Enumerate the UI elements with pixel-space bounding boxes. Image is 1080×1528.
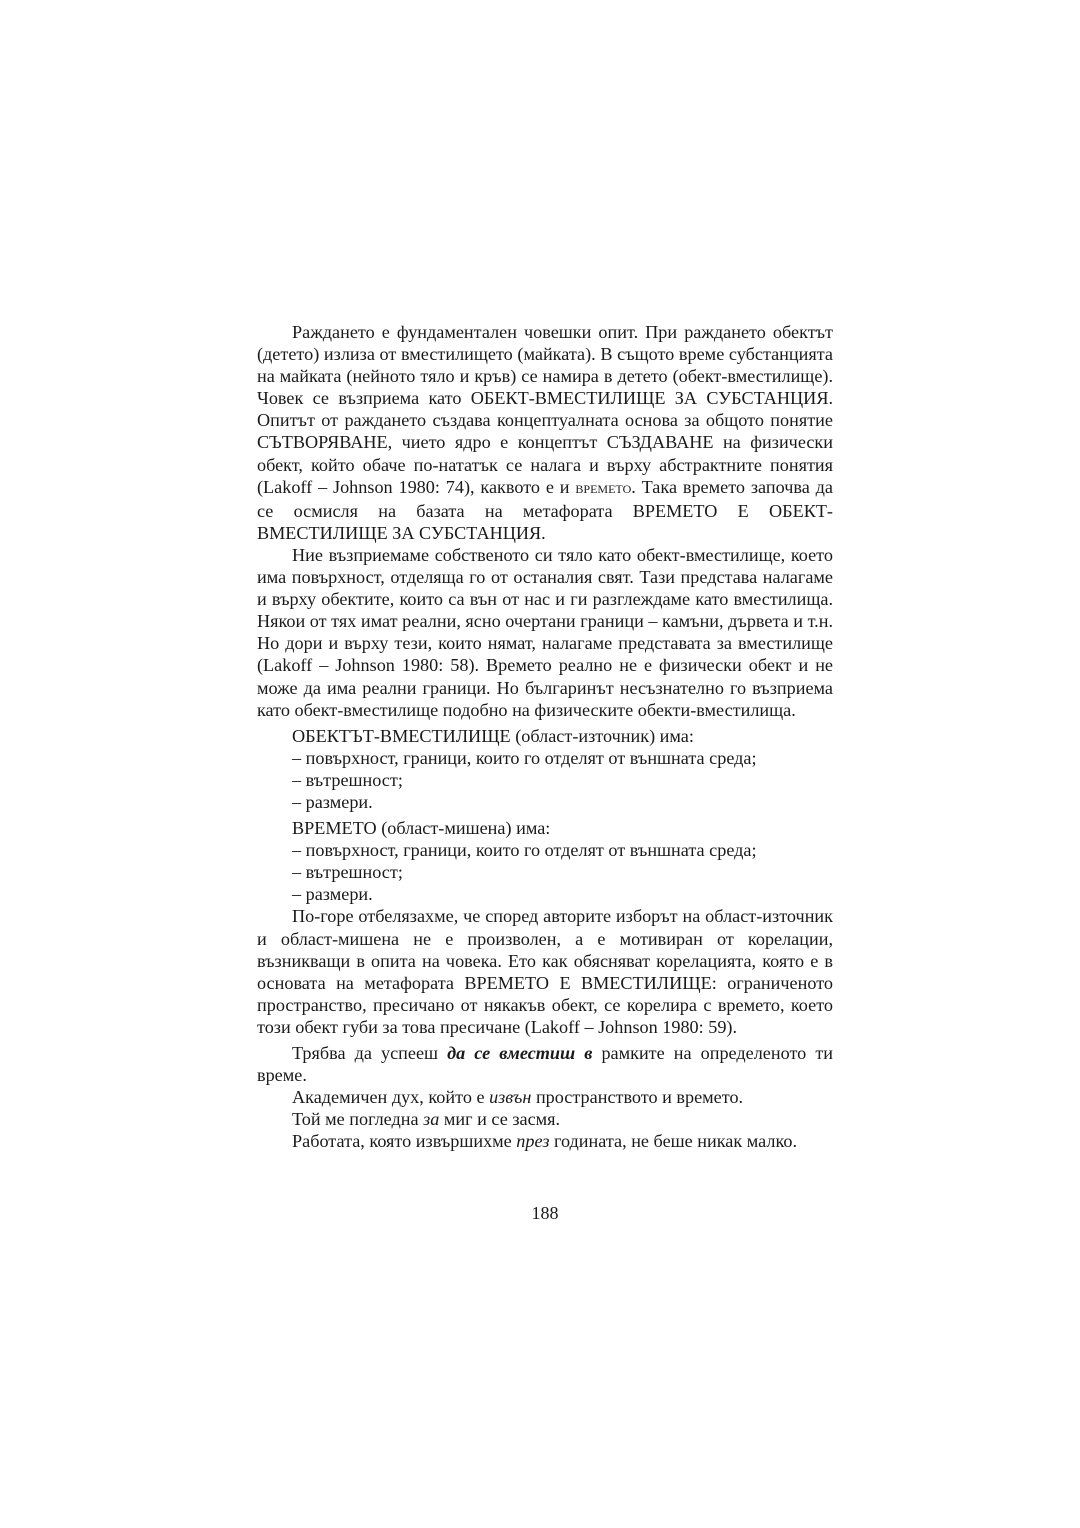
list-item: – размери.: [292, 791, 833, 813]
example-text: Академичен дух, който е: [292, 1087, 490, 1108]
paragraph-correlation: По-горе отбелязахме, че според авторите изборът на област-източник и област-мишена не е произволен, а е мотивиран от корелации, възникващи в опита на човека. Ето как обясняват корелацията, която е в основата на метафората ВРЕМЕТО Е ВМЕСТИЛИЩЕ: ограниченото пространство, пресичано от някакъв обект, се корелира с времето, което този обект губи за това пресичане (Lakoff – Johnson 1980: 59).: [257, 906, 833, 1037]
example-text: Той ме погледна: [292, 1109, 424, 1130]
paragraph-birth-experience: [257, 321, 833, 544]
example-text: миг и се засмя.: [439, 1109, 561, 1130]
example-emphasis: да се вместиш в: [447, 1043, 593, 1063]
target-domain-heading: ВРЕМЕТО (област-мишена) има:: [292, 818, 551, 839]
example-sentence: [257, 1086, 833, 1108]
example-text: пространството и времето.: [531, 1087, 744, 1108]
page-number: 188: [531, 1203, 559, 1223]
list-item: – вътрешност;: [292, 861, 833, 883]
example-sentence: [257, 1108, 833, 1130]
list-item: – вътрешност;: [292, 769, 833, 791]
target-domain-list: [257, 839, 833, 905]
example-sentence: [257, 1130, 833, 1152]
paragraph-text: . Така времето започва да се осмисля на базата на метафората ВРЕМЕТО Е ОБЕКТ-ВМЕСТИЛИЩЕ ЗА СУБСТАНЦИЯ.: [257, 476, 833, 543]
paragraph-text: Раждането е фундаментален човешки опит. При раждането обектът (детето) излиза от вместилището (майката). В същото време субстанцията на майката (нейното тяло и кръв) се намира в детето (обект-вместилище). Човек се възприема като ОБЕКТ-ВМЕСТИЛИЩЕ ЗА СУБСТАНЦИЯ. Опитът от раждането създава концептуалната основа за общото понятие СЪТВОРЯВАНЕ, чието ядро е концептът СЪЗДАВАНЕ на физически обект, който обаче по-нататък се налага и върху абстрактните понятия (Lakoff – Johnson 1980: 74), каквото е и: [257, 322, 833, 497]
example-text: Трябва да успееш: [292, 1043, 448, 1063]
source-domain-list: [257, 747, 833, 813]
source-domain-heading: ОБЕКТЪТ-ВМЕСТИЛИЩЕ (област-източник) има:: [292, 725, 694, 746]
example-text: Работата, която извършихме: [292, 1131, 517, 1152]
list-item: – повърхност, граници, които го отделят от външната среда;: [292, 839, 833, 861]
paragraph-body-container: Ние възприемаме собственото си тяло като обект-вместилище, което има повърхност, отделяща го от останалия свят. Тази представа налагаме и върху обектите, които са вън от нас и ги разглеждаме като вместилища. Някои от тях имат реални, ясно очертани граници – камъни, дървета и т.н. Но дори и върху тези, които нямат, налагаме представата за вместилище (Lakoff – Johnson 1980: 58). Времето реално не е физически обект и не може да има реални граници. Но българинът несъзнателно го възприема като обект-вместилище подобно на физическите обекти-вместилища.: [257, 544, 833, 720]
example-emphasis: за: [423, 1109, 440, 1130]
small-caps-term: ВРЕМЕТО: [575, 481, 632, 496]
example-sentence: [257, 1042, 833, 1086]
example-emphasis: през: [516, 1131, 550, 1152]
body-text: [257, 321, 833, 1152]
example-text: рамките на определеното ти време.: [257, 1043, 833, 1086]
list-item: – повърхност, граници, които го отделят от външната среда;: [292, 747, 833, 769]
list-item: – размери.: [292, 883, 833, 905]
example-text: годината, не беше никак малко.: [549, 1131, 797, 1152]
example-emphasis: извън: [489, 1087, 532, 1108]
